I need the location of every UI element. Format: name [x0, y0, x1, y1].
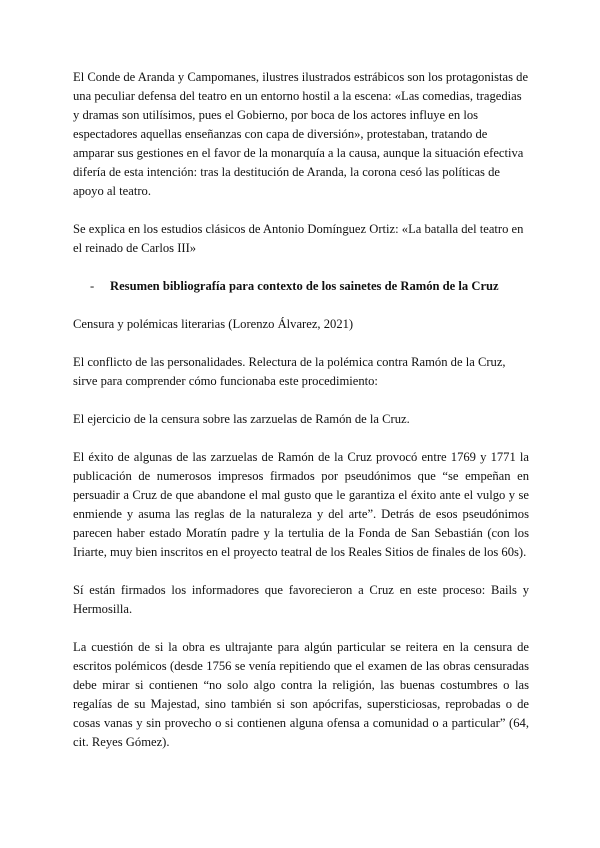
paragraph-aranda-campomanes: El Conde de Aranda y Campomanes, ilustres ilustrados estrábicos son los protagonistas de una peculiar defensa del teatro en un entorno hostil a la escena: «Las comedias, tragedias y dramas son utilísimos, pues el Gobierno, por boca de los actores influye en los espectadores aquellas enseñanzas con capa de diversión», protestaban, tratando de amparar sus gestiones en el favor de la monarquía a la causa, aunque la situación efectiva difería de esta intención: tras la destitución de Aranda, la corona cesó las políticas de apoyo al teatro. [73, 70, 529, 198]
paragraph-informadores: Sí están firmados los informadores que favorecieron a Cruz en este proceso: Bails y Hermosilla. [73, 583, 529, 616]
document-page [73, 68, 529, 752]
paragraph-conflicto: El conflicto de las personalidades. Relectura de la polémica contra Ramón de la Cruz, sirve para comprender cómo funcionaba este procedimiento: [73, 355, 506, 388]
paragraph-censura-reference: Censura y polémicas literarias (Lorenzo Álvarez, 2021) [73, 317, 354, 331]
section-heading: Resumen bibliografía para contexto de los sainetes de Ramón de la Cruz [110, 279, 499, 293]
bullet-heading-row [73, 277, 529, 296]
paragraph-exito-zarzuelas: El éxito de algunas de las zarzuelas de Ramón de la Cruz provocó entre 1769 y 1771 la publicación de numerosos impresos firmados por pseudónimos que “se empeñan en persuadir a Cruz de que abandone el mal gusto que le garantiza el éxito ante el vulgo y se enmiende y asuma las reglas de la naturaleza y del arte”. Detrás de esos pseudónimos parecen haber estado Moratín padre y la tertulia de la Fonda de San Sebastián (con los Iriarte, muy bien inscritos en el proyecto teatral de los Reales Sitios de finales de los 60s). [73, 450, 529, 559]
paragraph-ejercicio-censura: El ejercicio de la censura sobre las zarzuelas de Ramón de la Cruz. [73, 412, 410, 426]
paragraph-dominguez-ortiz: Se explica en los estudios clásicos de Antonio Domínguez Ortiz: «La batalla del teatro en el reinado de Carlos III» [73, 222, 524, 255]
paragraph-cuestion-ultrajante: La cuestión de si la obra es ultrajante para algún particular se reitera en la censura de escritos polémicos (desde 1756 se venía repitiendo que el examen de las obras censuradas debe mirar si contienen “no solo algo contra la religión, las buenas costumbres o las regalías de su Majestad, sino también si son apócrifas, supersticiosas, reprobadas o de cosas vanas y sin provecho o si contienen alguna ofensa a comunidad o a particular” (64, cit. Reyes Gómez). [73, 640, 529, 749]
bullet-dash: - [90, 279, 95, 293]
